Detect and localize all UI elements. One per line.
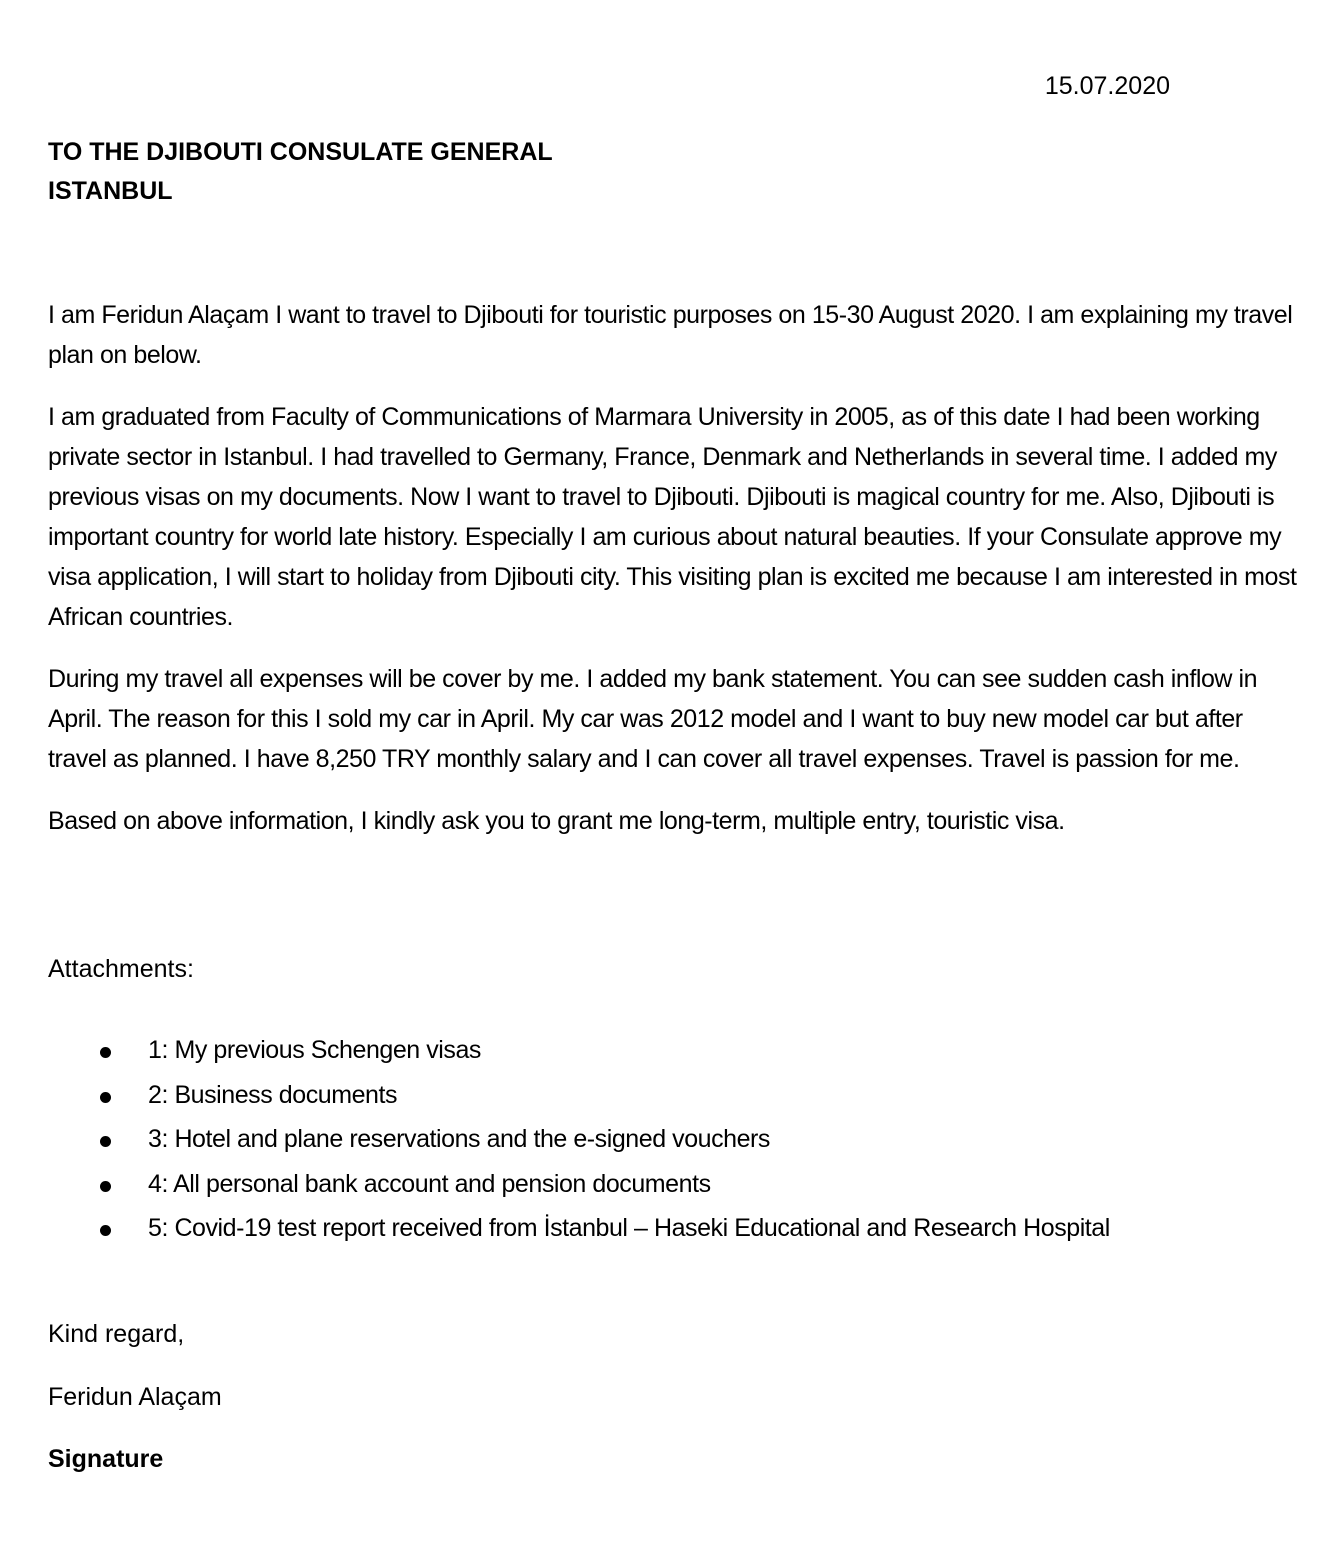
paragraph-expenses: During my travel all expenses will be cover by me. I added my bank statement. You can see sudden cash inflow in April. The reason for this I sold my car in April. My car was 2012 model and I want to buy new model car but after travel as planned. I have 8,250 TRY monthly salary and I can cover all travel expenses. Travel is passion for me. bbox=[48, 665, 1258, 773]
letter-date: 15.07.2020 bbox=[1044, 72, 1170, 100]
letter-body bbox=[48, 295, 1306, 863]
signature-label: Signature bbox=[48, 1445, 164, 1473]
list-item bbox=[48, 1076, 1306, 1121]
signer-name: Feridun Alaçam bbox=[48, 1383, 222, 1411]
attachment-text: 2: Business documents bbox=[148, 1080, 398, 1109]
addressee-line-consulate: TO THE DJIBOUTI CONSULATE GENERAL bbox=[48, 138, 553, 166]
attachments-list bbox=[48, 1031, 1306, 1254]
bullet-icon bbox=[100, 1136, 111, 1147]
list-item bbox=[48, 1120, 1306, 1165]
attachment-text: 1: My previous Schengen visas bbox=[148, 1036, 481, 1064]
list-item bbox=[48, 1165, 1306, 1210]
paragraph-introduction: I am Feridun Alaçam I want to travel to Djibouti for touristic purposes on 15-30 August 2020. I am explaining my travel plan on below. bbox=[48, 301, 1293, 369]
addressee-block bbox=[48, 133, 553, 211]
paragraph-background: I am graduated from Faculty of Communications of Marmara University in 2005, as of this date I had been working private sector in Istanbul. I had travelled to Germany, France, Denmark and Netherlands in several time. I added my previous visas on my documents. Now I want to travel to Djibouti. Djibouti is magical country for me. Also, Djibouti is important country for world late history. Especially I am curious about natural beauties. If your Consulate approve my visa application, I will start to holiday from Djibouti city. This visiting plan is excited me because I am interested in most African countries. bbox=[48, 403, 1297, 631]
addressee-line-city: ISTANBUL bbox=[48, 177, 173, 205]
attachment-text: 3: Hotel and plane reservations and the e-signed vouchers bbox=[148, 1125, 770, 1153]
bullet-icon bbox=[100, 1225, 111, 1236]
attachments-label: Attachments: bbox=[48, 955, 194, 983]
bullet-icon bbox=[100, 1047, 111, 1058]
closing-salutation: Kind regard, bbox=[48, 1320, 185, 1348]
bullet-icon bbox=[100, 1181, 111, 1192]
paragraph-request: Based on above information, I kindly ask you to grant me long-term, multiple entry, touristic visa. bbox=[48, 807, 1065, 835]
list-item bbox=[48, 1209, 1306, 1254]
bullet-icon bbox=[100, 1092, 111, 1103]
list-item bbox=[48, 1031, 1306, 1076]
attachment-text: 5: Covid-19 test report received from İstanbul – Haseki Educational and Research Hospital bbox=[148, 1214, 1110, 1242]
attachment-text: 4: All personal bank account and pension documents bbox=[148, 1169, 711, 1198]
